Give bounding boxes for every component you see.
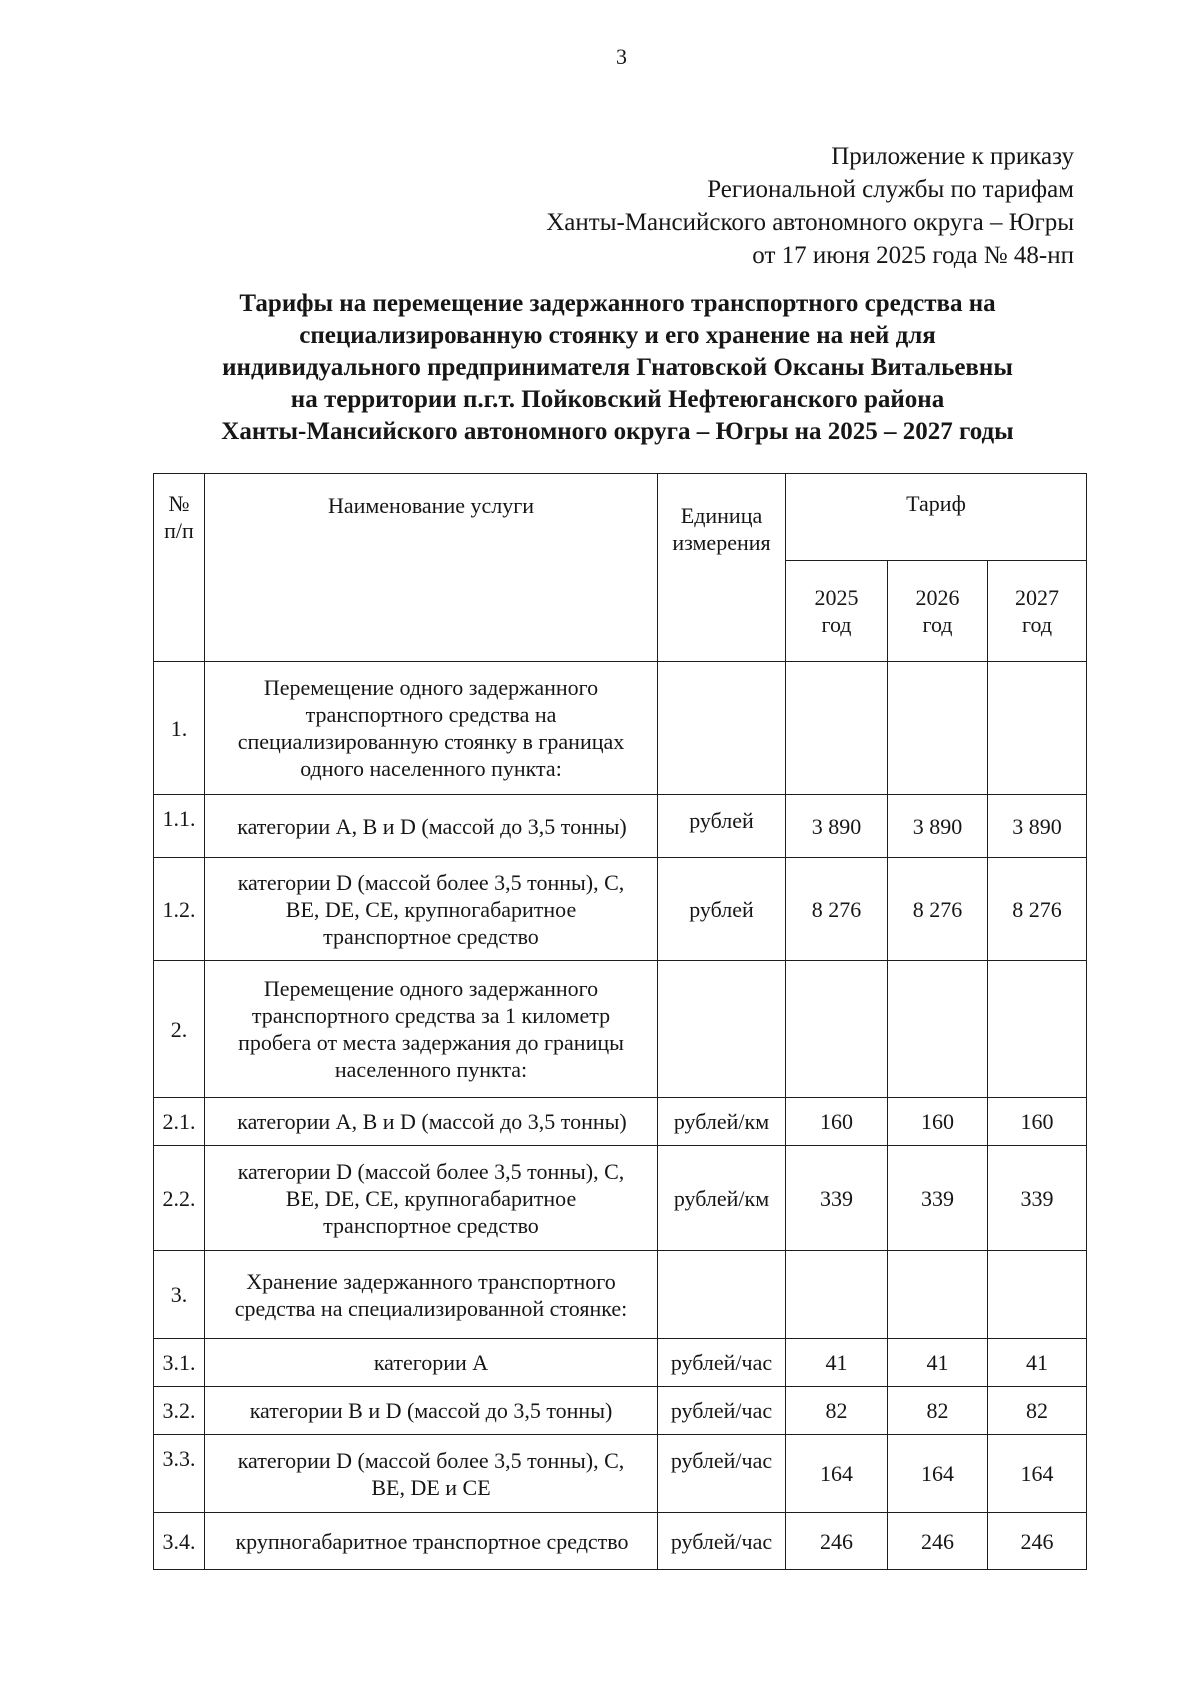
appendix-line: Приложение к приказу: [831, 143, 1074, 170]
table-row: [154, 1387, 1087, 1435]
year-value: 2025: [814, 585, 859, 610]
unit-cell: рублей/час: [658, 1513, 786, 1570]
row-number: 2.: [154, 961, 205, 1098]
row-number: 3.: [154, 1251, 205, 1339]
tariff-2025: 41: [786, 1339, 888, 1387]
row-number: 1.2.: [154, 858, 205, 961]
unit-cell: рублей/час: [658, 1339, 786, 1387]
service-line: Хранение задержанного транспортного: [246, 1268, 616, 1294]
service-line: транспортное средство: [323, 1212, 539, 1238]
service-line: средства на специализированной стоянке:: [234, 1295, 628, 1321]
row-number: 2.2.: [154, 1146, 205, 1251]
title-line: на территории п.г.т. Пойковский Нефтеюганского района: [290, 386, 945, 413]
tariff-2025: [786, 1251, 888, 1339]
tariff-2027: [988, 662, 1087, 795]
unit-cell: [658, 961, 786, 1098]
service-line: BE, DE, CE, крупногабаритное: [285, 1185, 577, 1211]
header-year-2026: [888, 561, 988, 662]
table-header: [154, 474, 1087, 662]
service-line: категории В и D (массой до 3,5 тонны): [249, 1398, 613, 1423]
tariff-2026: 3 890: [888, 795, 988, 858]
service-line: транспортного средства за 1 километр: [251, 1003, 611, 1028]
tariff-2025: 82: [786, 1387, 888, 1435]
tariff-2027: [988, 1251, 1087, 1339]
table-row: [154, 1098, 1087, 1146]
service-line: пробега от места задержания до границы: [238, 1030, 624, 1055]
tariff-2026: 82: [888, 1387, 988, 1435]
title-line: специализированную стоянку и его хранение на ней для: [299, 322, 936, 349]
tariff-2026: 8 276: [888, 858, 988, 961]
table-row: [154, 1146, 1087, 1251]
table-row: [154, 795, 1087, 858]
service-line: BE, DE и CE: [371, 1474, 491, 1500]
unit-cell: рублей/км: [658, 1098, 786, 1146]
tariff-2026: 160: [888, 1098, 988, 1146]
table-body: [154, 662, 1087, 1570]
tariff-2026: 164: [888, 1435, 988, 1513]
page-number: 3: [616, 44, 627, 69]
tariff-2027: 164: [988, 1435, 1087, 1513]
service-name: [205, 858, 658, 961]
service-line: BE, DE, CE, крупногабаритное: [285, 896, 577, 922]
service-line: категории D (массой более 3,5 тонны), С,: [237, 869, 625, 895]
tariff-2026: [888, 961, 988, 1098]
year-suffix: год: [1021, 612, 1053, 637]
service-line: категории А, В и D (массой до 3,5 тонны): [237, 813, 627, 839]
header-unit: [658, 474, 786, 662]
table-row: [154, 1513, 1087, 1570]
tariff-2027: 41: [988, 1339, 1087, 1387]
row-number: 3.1.: [154, 1339, 205, 1387]
service-name: [205, 795, 658, 858]
tariff-2026: 339: [888, 1146, 988, 1251]
service-line: категории D (массой более 3,5 тонны), С,: [237, 1158, 625, 1184]
tariff-2027: 82: [988, 1387, 1087, 1435]
header-year-2027: [988, 561, 1087, 662]
header-tariff: Тариф: [786, 474, 1087, 561]
tariff-2027: 8 276: [988, 858, 1087, 961]
tariff-2025: [786, 961, 888, 1098]
tariffs-table: [153, 473, 1087, 1570]
service-name: [205, 1387, 658, 1435]
service-line: населенного пункта:: [334, 1057, 528, 1082]
tariff-2027: 3 890: [988, 795, 1087, 858]
unit-cell: рублей/час: [658, 1387, 786, 1435]
tariff-2027: [988, 961, 1087, 1098]
tariff-2025: 3 890: [786, 795, 888, 858]
service-line: крупногабаритное транспортное средство: [235, 1528, 629, 1554]
tariff-2026: [888, 1251, 988, 1339]
title-line: индивидуального предпринимателя Гнатовской Оксаны Витальевны: [222, 354, 1013, 381]
tariff-2025: 8 276: [786, 858, 888, 961]
header-row: [154, 474, 1087, 561]
tariff-2025: 339: [786, 1146, 888, 1251]
service-line: категории А: [373, 1350, 489, 1375]
service-line: категории А, В и D (массой до 3,5 тонны): [237, 1109, 627, 1134]
table-row: [154, 662, 1087, 795]
year-value: 2027: [1015, 585, 1059, 610]
service-name: [205, 1098, 658, 1146]
service-line: Перемещение одного задержанного: [263, 976, 599, 1001]
tariff-2026: 41: [888, 1339, 988, 1387]
unit-cell: рублей/км: [658, 1146, 786, 1251]
header-num: [154, 474, 205, 662]
appendix-line: от 17 июня 2025 года № 48-нп: [752, 242, 1074, 269]
header-unit-line: Единица: [680, 503, 763, 528]
tariff-2026: 246: [888, 1513, 988, 1570]
row-number: 1.: [154, 662, 205, 795]
header-num-line: №: [168, 491, 190, 516]
year-suffix: год: [922, 612, 953, 637]
row-number: 3.3.: [154, 1435, 205, 1513]
header-num-line: п/п: [164, 518, 194, 543]
row-number: 3.2.: [154, 1387, 205, 1435]
tariff-2026: [888, 662, 988, 795]
title-line: Ханты-Мансийского автономного округа – Югры на 2025 – 2027 годы: [221, 418, 1014, 445]
service-line: категории D (массой более 3,5 тонны), С,: [237, 1447, 625, 1473]
row-number: 3.4.: [154, 1513, 205, 1570]
service-line: транспортное средство: [323, 923, 539, 949]
service-name: [205, 1251, 658, 1339]
appendix-line: Ханты-Мансийского автономного округа – Югры: [546, 209, 1074, 236]
unit-cell: [658, 1251, 786, 1339]
tariff-2027: 160: [988, 1098, 1087, 1146]
tariff-2025: 160: [786, 1098, 888, 1146]
table-row: [154, 1251, 1087, 1339]
row-number: 1.1.: [154, 795, 205, 858]
tariff-2027: 246: [988, 1513, 1087, 1570]
tariff-2025: [786, 662, 888, 795]
service-name: [205, 1435, 658, 1513]
service-line: Перемещение одного задержанного: [263, 675, 599, 700]
appendix-block: [546, 140, 1074, 272]
service-line: специализированную стоянку в границах: [237, 729, 625, 754]
service-name: [205, 961, 658, 1098]
header-service-name: Наименование услуги: [205, 474, 658, 662]
header-year-2025: [786, 561, 888, 662]
title-line: Тарифы на перемещение задержанного транспортного средства на: [239, 290, 996, 317]
service-name: [205, 1513, 658, 1570]
service-name: [205, 662, 658, 795]
tariff-2025: 164: [786, 1435, 888, 1513]
unit-cell: рублей: [658, 795, 786, 858]
year-suffix: год: [821, 612, 852, 637]
row-number: 2.1.: [154, 1098, 205, 1146]
table-row: [154, 1435, 1087, 1513]
appendix-line: Региональной службы по тарифам: [707, 176, 1074, 203]
tariff-2027: 339: [988, 1146, 1087, 1251]
table-row: [154, 961, 1087, 1098]
unit-cell: [658, 662, 786, 795]
unit-cell: рублей: [658, 858, 786, 961]
unit-cell: рублей/час: [658, 1435, 786, 1513]
document-title: [150, 288, 1085, 448]
service-line: одного населенного пункта:: [300, 756, 562, 781]
header-unit-line: измерения: [672, 530, 771, 555]
service-name: [205, 1339, 658, 1387]
service-line: транспортного средства на: [305, 702, 557, 727]
year-value: 2026: [915, 585, 960, 610]
table-row: [154, 1339, 1087, 1387]
service-name: [205, 1146, 658, 1251]
table-row: [154, 858, 1087, 961]
tariff-2025: 246: [786, 1513, 888, 1570]
